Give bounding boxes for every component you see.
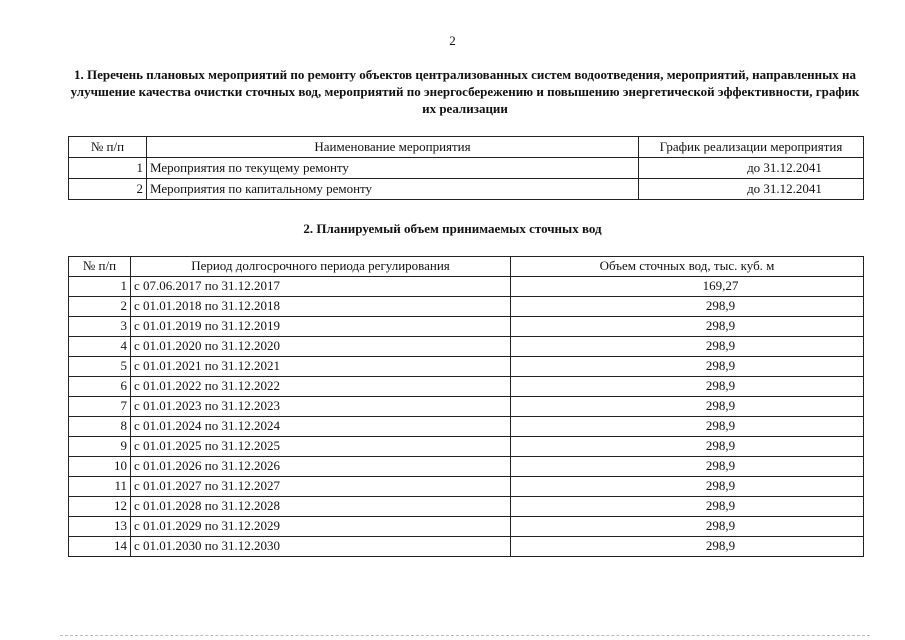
table-row xyxy=(69,517,864,537)
row-number: 14 xyxy=(69,537,131,557)
table-row xyxy=(69,337,864,357)
period-range: с 01.01.2018 по 31.12.2018 xyxy=(131,297,511,317)
table-header-row xyxy=(69,257,864,277)
table-row xyxy=(69,417,864,437)
row-number: 10 xyxy=(69,457,131,477)
row-number: 12 xyxy=(69,497,131,517)
wastewater-volume: 298,9 xyxy=(511,437,864,457)
column-header-period: Период долгосрочного периода регулирования xyxy=(131,257,511,277)
wastewater-volume-table xyxy=(68,256,864,557)
table-row xyxy=(69,397,864,417)
table-row xyxy=(69,277,864,297)
period-range: с 01.01.2025 по 31.12.2025 xyxy=(131,437,511,457)
row-number: 13 xyxy=(69,517,131,537)
column-header-volume: Объем сточных вод, тыс. куб. м xyxy=(511,257,864,277)
section-2-heading: 2. Планируемый объем принимаемых сточных вод xyxy=(303,221,602,236)
period-range: с 01.01.2023 по 31.12.2023 xyxy=(131,397,511,417)
period-range: с 01.01.2030 по 31.12.2030 xyxy=(131,537,511,557)
row-number: 3 xyxy=(69,317,131,337)
period-range: с 01.01.2028 по 31.12.2028 xyxy=(131,497,511,517)
page-number: 2 xyxy=(449,33,456,48)
activity-name: Мероприятия по капитальному ремонту xyxy=(147,179,639,200)
period-range: с 07.06.2017 по 31.12.2017 xyxy=(131,277,511,297)
table-row xyxy=(69,317,864,337)
column-header-activity-name: Наименование мероприятия xyxy=(147,137,639,158)
table-row xyxy=(69,457,864,477)
wastewater-volume: 298,9 xyxy=(511,357,864,377)
wastewater-volume: 298,9 xyxy=(511,297,864,317)
column-header-schedule: График реализации мероприятия xyxy=(639,137,864,158)
wastewater-volume: 298,9 xyxy=(511,497,864,517)
column-header-number: № п/п xyxy=(69,137,147,158)
table-row xyxy=(69,158,864,179)
schedule-date: до 31.12.2041 xyxy=(639,179,864,200)
table-row xyxy=(69,497,864,517)
table-row xyxy=(69,537,864,557)
wastewater-volume: 298,9 xyxy=(511,477,864,497)
row-number: 4 xyxy=(69,337,131,357)
wastewater-volume: 298,9 xyxy=(511,537,864,557)
wastewater-volume: 298,9 xyxy=(511,417,864,437)
table-row xyxy=(69,179,864,200)
activities-table-body xyxy=(69,158,864,200)
wastewater-volume: 298,9 xyxy=(511,457,864,477)
activities-table xyxy=(68,136,864,200)
period-range: с 01.01.2022 по 31.12.2022 xyxy=(131,377,511,397)
row-number: 9 xyxy=(69,437,131,457)
table-row xyxy=(69,377,864,397)
wastewater-volume: 298,9 xyxy=(511,337,864,357)
period-range: с 01.01.2029 по 31.12.2029 xyxy=(131,517,511,537)
period-range: с 01.01.2027 по 31.12.2027 xyxy=(131,477,511,497)
period-range: с 01.01.2026 по 31.12.2026 xyxy=(131,457,511,477)
period-range: с 01.01.2019 по 31.12.2019 xyxy=(131,317,511,337)
section-1-heading: 1. Перечень плановых мероприятий по ремонту объектов централизованных систем водоотведения, мероприятий, направленных на улучшение качества очистки сточных вод, мероприятий по энергосбережению и повышению энергетической эффективности, график их реализации xyxy=(70,67,860,116)
row-number: 2 xyxy=(69,297,131,317)
period-range: с 01.01.2020 по 31.12.2020 xyxy=(131,337,511,357)
row-number: 2 xyxy=(69,179,147,200)
wastewater-volume: 298,9 xyxy=(511,517,864,537)
row-number: 8 xyxy=(69,417,131,437)
wastewater-volume-table-body xyxy=(69,277,864,557)
wastewater-volume: 298,9 xyxy=(511,317,864,337)
row-number: 6 xyxy=(69,377,131,397)
row-number: 1 xyxy=(69,277,131,297)
row-number: 5 xyxy=(69,357,131,377)
period-range: с 01.01.2021 по 31.12.2021 xyxy=(131,357,511,377)
wastewater-volume: 298,9 xyxy=(511,397,864,417)
table-row xyxy=(69,477,864,497)
row-number: 11 xyxy=(69,477,131,497)
schedule-date: до 31.12.2041 xyxy=(639,158,864,179)
scan-edge-artifact xyxy=(60,635,870,638)
row-number: 1 xyxy=(69,158,147,179)
activity-name: Мероприятия по текущему ремонту xyxy=(147,158,639,179)
table-header-row xyxy=(69,137,864,158)
period-range: с 01.01.2024 по 31.12.2024 xyxy=(131,417,511,437)
wastewater-volume: 298,9 xyxy=(511,377,864,397)
wastewater-volume: 169,27 xyxy=(511,277,864,297)
table-row xyxy=(69,437,864,457)
row-number: 7 xyxy=(69,397,131,417)
table-row xyxy=(69,297,864,317)
table-row xyxy=(69,357,864,377)
column-header-number: № п/п xyxy=(69,257,131,277)
